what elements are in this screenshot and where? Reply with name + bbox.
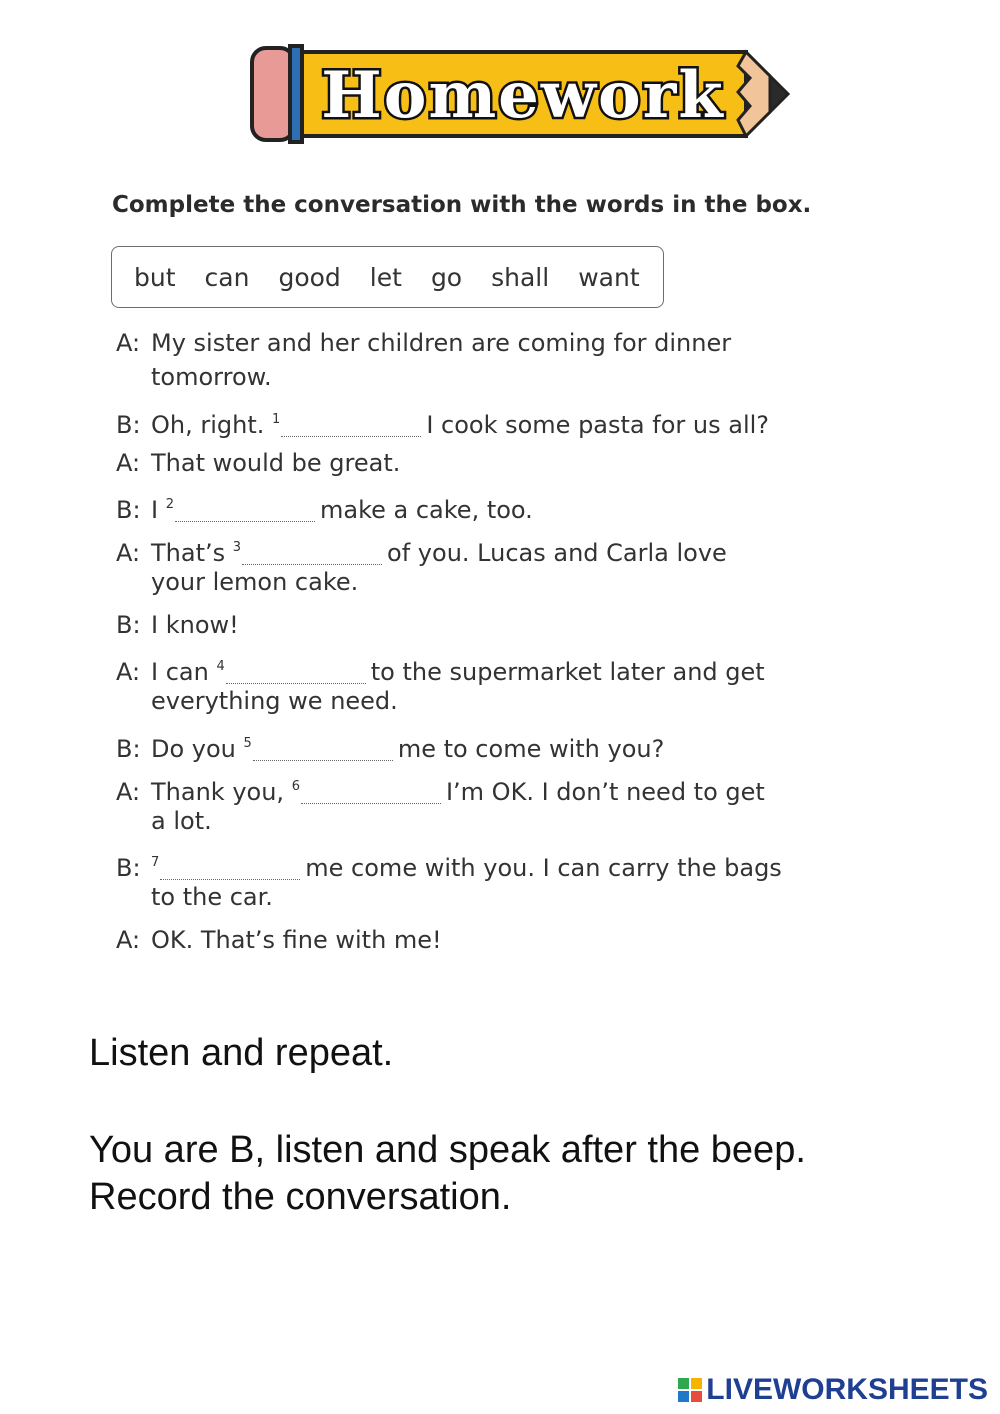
line-text: That would be great. [151, 449, 401, 477]
line-text: My sister and her children are coming for dinner [151, 329, 732, 357]
task-listen-repeat: Listen and repeat. [89, 1032, 394, 1074]
speaker-label: A: [116, 778, 141, 806]
liveworksheets-logo-icon [677, 1377, 703, 1403]
gap-number: 5 [243, 736, 252, 751]
line-text-before-gap: Do you [151, 735, 236, 763]
word-box-item: but [134, 262, 176, 292]
speaker-label: A: [116, 449, 141, 477]
speaker-label: B: [116, 854, 141, 882]
line-text-after-gap: me to come with you? [397, 735, 665, 763]
blank-1[interactable] [281, 434, 421, 437]
word-box-item: let [369, 262, 402, 292]
gap-number: 6 [291, 779, 300, 794]
word-box-item: go [430, 262, 463, 292]
line-continuation: your lemon cake. [151, 568, 359, 596]
line-text-after-gap: me come with you. I can carry the bags [305, 854, 782, 882]
line-text-after-gap: I’m OK. I don’t need to get [445, 778, 765, 806]
line-continuation: tomorrow. [151, 363, 272, 391]
line-continuation: a lot. [151, 807, 212, 835]
task-record: Record the conversation. [89, 1176, 512, 1218]
line-text-after-gap: to the supermarket later and get [370, 658, 765, 686]
line-continuation: to the car. [151, 883, 273, 911]
dialogue-line [116, 488, 836, 527]
dialogue-line [116, 446, 836, 480]
dialogue-line [116, 770, 836, 809]
line-text-after-gap: I cook some pasta for us all? [426, 411, 770, 439]
line-text-after-gap: of you. Lucas and Carla love [387, 539, 727, 567]
speaker-label: A: [116, 539, 141, 567]
liveworksheets-logo [677, 1372, 988, 1408]
dialogue-line [116, 727, 836, 766]
dialogue-line [116, 403, 836, 442]
dialogue-line [116, 608, 836, 642]
task-you-are-b: You are B, listen and speak after the beep. [89, 1129, 806, 1171]
speaker-label: A: [116, 926, 141, 954]
blank-5[interactable] [253, 758, 393, 761]
speaker-label: B: [116, 735, 141, 763]
dialogue-line [116, 923, 836, 957]
gap-number: 7 [151, 855, 160, 870]
gap-number: 2 [165, 497, 174, 512]
gap-number: 1 [272, 412, 281, 427]
gap-number: 3 [232, 540, 242, 555]
speaker-label: B: [116, 496, 141, 524]
line-continuation: everything we need. [151, 687, 398, 715]
blank-6[interactable] [301, 801, 441, 804]
word-box-item: can [204, 262, 250, 292]
word-box-item: shall [491, 262, 550, 292]
line-text-before-gap: I [151, 496, 159, 524]
line-text: I know! [151, 611, 239, 639]
blank-2[interactable] [175, 519, 315, 522]
banner-title: Homework [321, 58, 725, 133]
gap-number: 4 [216, 659, 225, 674]
speaker-label: B: [116, 611, 141, 639]
dialogue-line [116, 326, 836, 360]
word-box-item: want [578, 262, 640, 292]
speaker-label: A: [116, 658, 141, 686]
speaker-label: B: [116, 411, 141, 439]
line-text: OK. That’s fine with me! [151, 926, 442, 954]
instruction-text: Complete the conversation with the words in the box. [112, 192, 812, 218]
line-text-before-gap: That’s [151, 539, 226, 567]
line-text-before-gap: Thank you, [151, 778, 285, 806]
line-text-before-gap: I can [151, 658, 209, 686]
line-text-after-gap: make a cake, too. [320, 496, 533, 524]
liveworksheets-brand-text: LIVEWORKSHEETS [706, 1373, 988, 1406]
word-box-item: good [278, 262, 341, 292]
line-text-before-gap: Oh, right. [151, 411, 265, 439]
speaker-label: A: [116, 329, 141, 357]
